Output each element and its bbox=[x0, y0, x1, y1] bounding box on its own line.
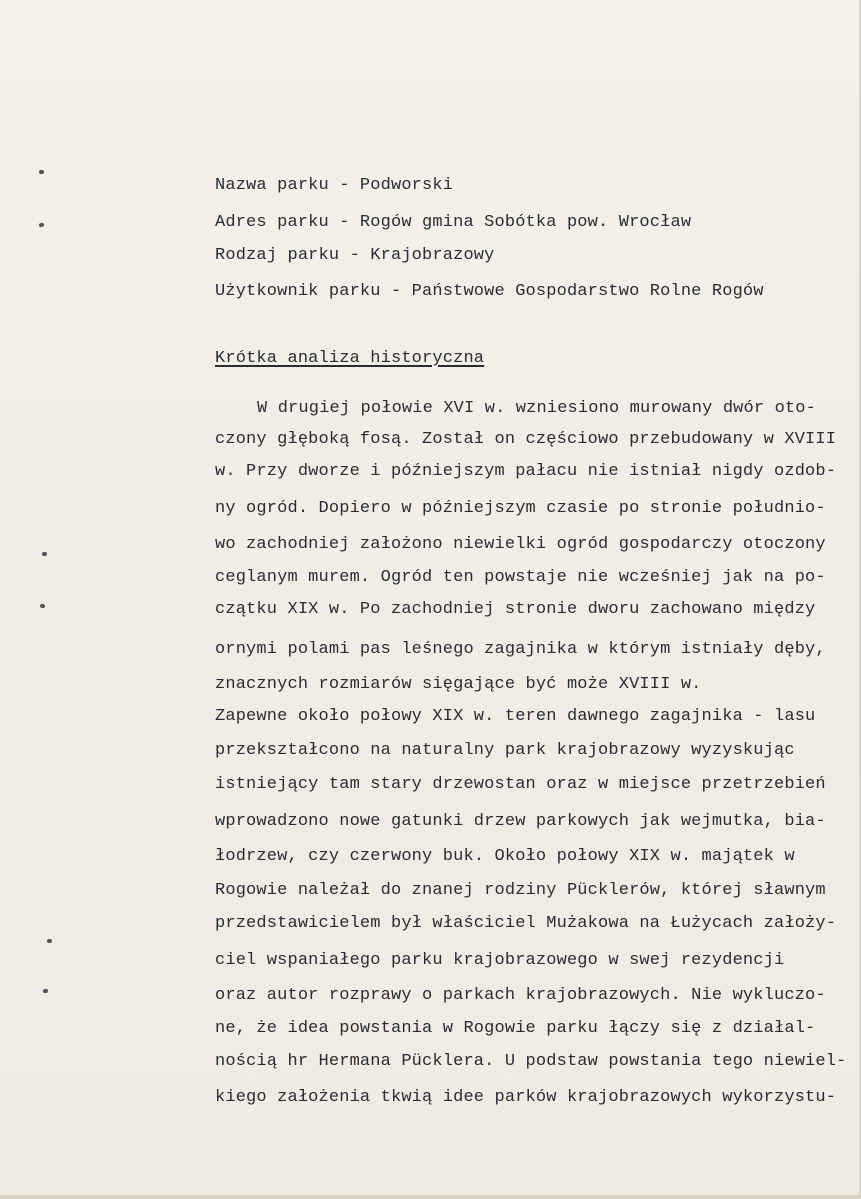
park-address-line: Adres parku - Rogów gmina Sobótka pow. Wrocław bbox=[215, 213, 692, 232]
park-user-line: Użytkownik parku - Państwowe Gospodarstwo Rolne Rogów bbox=[215, 282, 764, 301]
paragraph-2-line: oraz autor rozprawy o parkach krajobrazowych. Nie wykluczo- bbox=[215, 986, 826, 1005]
section-heading: Krótka analiza historyczna bbox=[215, 349, 485, 368]
paragraph-2-line: Rogowie należał do znanej rodziny Pücklerów, której sławnym bbox=[215, 881, 826, 900]
paragraph-1-line: w. Przy dworze i późniejszym pałacu nie istniał nigdy ozdob- bbox=[215, 462, 837, 481]
paragraph-1-line: wo zachodniej założono niewielki ogród gospodarczy otoczony bbox=[215, 535, 826, 554]
margin-ink-mark bbox=[47, 939, 52, 943]
paragraph-2-line: istniejący tam stary drzewostan oraz w miejsce przetrzebień bbox=[215, 775, 826, 794]
margin-ink-mark bbox=[43, 989, 49, 994]
margin-ink-mark bbox=[40, 603, 46, 608]
margin-ink-mark bbox=[42, 552, 47, 556]
paragraph-2-line: łodrzew, czy czerwony buk. Około połowy XIX w. majątek w bbox=[215, 847, 795, 866]
paragraph-2-line: kiego założenia tkwią idee parków krajobrazowych wykorzystu- bbox=[215, 1088, 837, 1107]
paragraph-2-line: ne, że idea powstania w Rogowie parku łączy się z działal- bbox=[215, 1019, 816, 1038]
paragraph-2-line: Zapewne około połowy XIX w. teren dawnego zagajnika - lasu bbox=[215, 707, 816, 726]
margin-ink-mark bbox=[39, 222, 45, 227]
paragraph-1-line: ceglanym murem. Ogród ten powstaje nie wcześniej jak na po- bbox=[215, 568, 826, 587]
paragraph-1-line: ny ogród. Dopiero w późniejszym czasie po stronie południo- bbox=[215, 499, 826, 518]
paragraph-1-line: W drugiej połowie XVI w. wzniesiono murowany dwór oto- bbox=[257, 399, 816, 418]
paragraph-1-line: czony głęboką fosą. Został on częściowo przebudowany w XVIII bbox=[215, 430, 837, 449]
paragraph-2-line: przedstawicielem był właściciel Mużakowa na Łużycach założy- bbox=[215, 914, 837, 933]
paragraph-2-line: nością hr Hermana Pücklera. U podstaw powstania tego niewiel- bbox=[215, 1052, 847, 1071]
margin-ink-mark bbox=[39, 170, 44, 174]
paragraph-1-line: ornymi polami pas leśnego zagajnika w którym istniały dęby, bbox=[215, 640, 826, 659]
park-type-line: Rodzaj parku - Krajobrazowy bbox=[215, 246, 495, 265]
paragraph-2-line: przekształcono na naturalny park krajobrazowy wyzyskując bbox=[215, 741, 795, 760]
paragraph-2-line: ciel wspaniałego parku krajobrazowego w swej rezydencji bbox=[215, 951, 785, 970]
page-bottom-edge bbox=[0, 1195, 861, 1199]
park-name-line: Nazwa parku - Podworski bbox=[215, 176, 454, 195]
paragraph-2-line: wprowadzono nowe gatunki drzew parkowych jak wejmutka, bia- bbox=[215, 812, 826, 831]
paragraph-1-line: znacznych rozmiarów sięgające być może XVIII w. bbox=[215, 675, 702, 694]
paragraph-1-line: czątku XIX w. Po zachodniej stronie dworu zachowano między bbox=[215, 600, 816, 619]
